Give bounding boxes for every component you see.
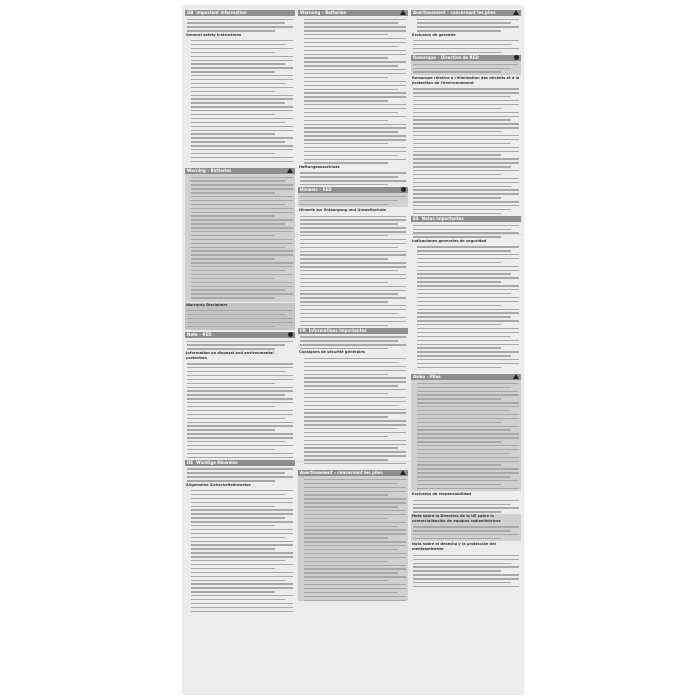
section-header: Aviso – Pilas: [411, 374, 521, 380]
column-3: [411, 8, 521, 692]
warning-icon: [287, 168, 293, 173]
section-subtitle: Exclusion de garantie: [412, 32, 456, 37]
warning-icon: [513, 374, 519, 379]
section-header: Hinweis – RED: [298, 187, 408, 193]
section-header: Avertissement – concernant les piles: [298, 470, 408, 476]
section-subtitle: General safety instructions: [186, 32, 242, 37]
section-header: Remarque – Directive de RED: [411, 55, 521, 61]
section-header: Warnung – Batterien: [298, 10, 408, 16]
section-subtitle: Consignes de sécurité générales: [299, 350, 365, 355]
column-1: [185, 8, 295, 692]
section-subtitle: Warranty Disclaimer: [186, 302, 228, 307]
info-icon: [514, 55, 519, 60]
section-subtitle: Exclusión de responsabilidad: [412, 492, 471, 497]
column-2: [298, 8, 408, 692]
info-icon: [288, 332, 293, 337]
section-subtitle: Indicaciones generales de seguridad: [412, 238, 487, 243]
section-header: DE Wichtige Hinweise: [185, 460, 295, 466]
section-subtitle: Nota sobre la Directiva de la UE sobre la comercialización de equipos radioeléctricos: [412, 513, 501, 523]
section-subtitle: Hinweis zur Entsorgung und Umweltschutz: [299, 208, 386, 213]
section-subtitle: Allgemeine Sicherheitshinweise: [186, 482, 251, 487]
section-header: Warning – Batteries: [185, 168, 295, 174]
section-header: GB Important information: [185, 10, 295, 16]
section-header: FR Informations importantes: [298, 328, 408, 334]
info-icon: [401, 187, 406, 192]
section-header: Avertissement – concernant les piles: [411, 10, 521, 16]
section-subtitle: Nota sobre el desecho y la protección del medioambiente: [412, 542, 496, 552]
section-subtitle: Remarque relative à l'élimination des déchets et à la protection de l'environnement: [412, 75, 520, 85]
section-subtitle: Information on disposal and environmental protection: [186, 350, 274, 360]
section-header: ES Notas importantes: [411, 216, 521, 222]
warning-icon: [400, 10, 406, 15]
section-subtitle: Haftungsausschluss: [299, 164, 340, 169]
warning-icon: [400, 470, 406, 475]
warning-icon: [513, 10, 519, 15]
instruction-leaflet: [183, 6, 523, 694]
section-header: Note – RED: [185, 332, 295, 338]
